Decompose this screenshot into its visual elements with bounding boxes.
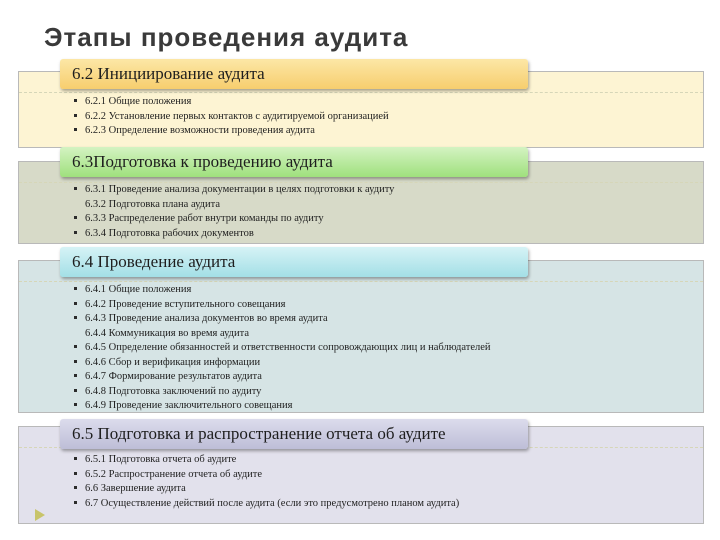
list-item-text: 6.5.2 Распространение отчета об аудите bbox=[85, 468, 263, 480]
list-item bbox=[74, 227, 394, 242]
stage-list-conduct bbox=[74, 283, 491, 414]
bullet-icon bbox=[74, 212, 85, 227]
list-item bbox=[74, 212, 394, 227]
list-item bbox=[74, 312, 491, 327]
bullet-icon bbox=[74, 497, 85, 512]
bullet-icon bbox=[74, 341, 85, 356]
bullet-icon bbox=[74, 298, 85, 313]
list-item-text: 6.3.1 Проведение анализа документации в целях подготовки к аудиту bbox=[85, 184, 395, 195]
bullet-icon bbox=[74, 385, 85, 400]
list-item-text: 6.6 Завершение аудита bbox=[85, 483, 186, 494]
list-item-text: 6.4.2 Проведение вступительного совещания bbox=[85, 298, 286, 310]
list-item bbox=[74, 327, 491, 342]
bullet-icon bbox=[74, 468, 85, 483]
list-item-text: 6.4.1 Общие положения bbox=[85, 284, 192, 295]
list-item-text: 6.4.4 Коммуникация во время аудита bbox=[85, 327, 250, 339]
bullet-icon bbox=[74, 283, 85, 298]
list-item-text: 6.3.3 Распределение работ внутри команды по аудиту bbox=[85, 213, 324, 224]
bullet-icon bbox=[74, 370, 85, 385]
list-item-text: 6.2.1 Общие положения bbox=[85, 96, 192, 107]
list-item bbox=[74, 341, 491, 356]
stage-heading-preparation: 6.3Подготовка к проведению аудита bbox=[60, 147, 528, 177]
divider bbox=[19, 92, 703, 93]
list-item bbox=[74, 468, 459, 483]
list-item-text: 6.4.5 Определение обязанностей и ответственности сопровождающих лиц и наблюдателей bbox=[85, 342, 491, 353]
list-item bbox=[74, 183, 394, 198]
stage-heading-conduct: 6.4 Проведение аудита bbox=[60, 247, 528, 277]
slide-title: Этапы проведения аудита bbox=[44, 22, 409, 52]
bullet-icon bbox=[74, 124, 85, 139]
list-item bbox=[74, 283, 491, 298]
stage-heading-report: 6.5 Подготовка и распространение отчета об аудите bbox=[60, 419, 528, 449]
divider bbox=[19, 281, 703, 282]
list-item-text: 6.4.3 Проведение анализа документов во время аудита bbox=[85, 313, 328, 324]
list-item-text: 6.4.9 Проведение заключительного совещания bbox=[85, 400, 293, 411]
bullet-icon bbox=[74, 453, 85, 468]
list-item-text: 6.7 Осуществление действий после аудита (если это предусмотрено планом аудита) bbox=[85, 497, 460, 509]
stage-list-report bbox=[74, 453, 459, 511]
list-item-text: 6.4.6 Сбор и верификация информации bbox=[85, 356, 261, 368]
stage-list-preparation bbox=[74, 183, 394, 241]
list-item-text: 6.2.3 Определение возможности проведения аудита bbox=[85, 125, 315, 136]
list-item bbox=[74, 453, 459, 468]
list-item bbox=[74, 110, 389, 125]
list-item bbox=[74, 198, 394, 213]
list-item bbox=[74, 497, 459, 512]
bullet-icon bbox=[74, 482, 85, 497]
bullet-icon bbox=[74, 312, 85, 327]
list-item bbox=[74, 356, 491, 371]
bullet-icon bbox=[74, 356, 85, 371]
list-item bbox=[74, 298, 491, 313]
list-item-text: 6.4.7 Формирование результатов аудита bbox=[85, 371, 262, 382]
list-item-text: 6.5.1 Подготовка отчета об аудите bbox=[85, 454, 237, 465]
list-item-text: 6.3.4 Подготовка рабочих документов bbox=[85, 227, 254, 239]
stage-list-initiation bbox=[74, 95, 389, 139]
list-item bbox=[74, 95, 389, 110]
list-item-text: 6.4.8 Подготовка заключений по аудиту bbox=[85, 385, 262, 397]
bullet-icon bbox=[74, 399, 85, 414]
bullet-icon bbox=[74, 110, 85, 125]
list-item-text: 6.2.2 Установление первых контактов с аудитируемой организацией bbox=[85, 110, 389, 122]
bullet-icon bbox=[74, 227, 85, 242]
list-item bbox=[74, 124, 389, 139]
list-item-text: 6.3.2 Подготовка плана аудита bbox=[85, 198, 221, 210]
list-item bbox=[74, 370, 491, 385]
next-arrow-icon[interactable] bbox=[34, 508, 46, 522]
bullet-icon bbox=[74, 95, 85, 110]
stage-heading-initiation: 6.2 Инициирование аудита bbox=[60, 59, 528, 89]
bullet-icon bbox=[74, 183, 85, 198]
list-item bbox=[74, 482, 459, 497]
list-item bbox=[74, 399, 491, 414]
list-item bbox=[74, 385, 491, 400]
